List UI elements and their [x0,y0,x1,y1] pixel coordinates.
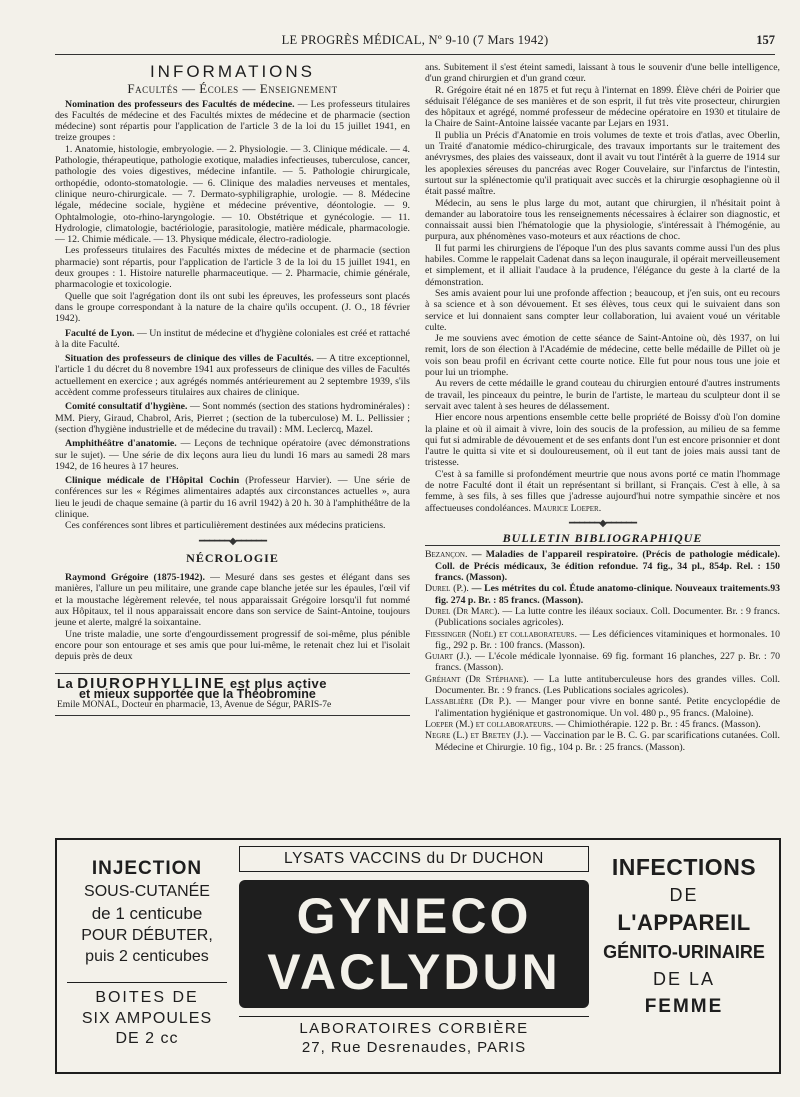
ad-tagline: et mieux supportée que la Théobromine [79,686,316,701]
paragraph-lead: Amphithéâtre d'anatomie. [65,438,177,450]
bib-entry: Bezançon. — Maladies de l'appareil respiratoire. (Précis de pathologie médicale). Coll. de Précis médicaux, 3e édition refondue. 74 fig., 34 pl., 854p. Rel. : 150 francs. (Masson). [425,549,780,584]
paragraph-cochin: Clinique médicale de l'Hôpital Cochin (Professeur Harvier). — Une série de conférences sur les « Régimes alimentaires adaptés aux circonstances actuelles », aura lieu le jeudi de chaque semaine (à partir du 16 avril 1942) à 20 h. 30 à l'amphithéâtre de la clinique. [55,475,410,520]
ad-brand-logo [239,880,589,1008]
paragraph-continued: ans. Subitement il s'est éteint samedi, laissant à tous le souvenir d'une belle intelligence, d'un grand chirurgien et d'un grand cœur. [425,62,780,85]
paragraph-lead: Comité consultatif d'hygiène. [65,401,188,413]
diurophylline-ad: La DIUROPHYLLINE est plus active et mieux supportée que la Théobromine Emile MONAL, Docteur en pharmacie, 13, Avenue de Ségur, PARIS-7e [55,673,410,717]
paragraph-conferences: Ces conférences sont libres et particulièrement destinées aux médecins praticiens. [65,520,386,532]
paragraph-lyon: Faculté de Lyon. — Un institut de médecine et d'hygiène coloniales est créé et rattaché à la dite Faculté. [55,327,410,350]
section-title: INFORMATIONS [149,62,316,81]
bib-entry: Durel (Dr Marc). — La lutte contre les iléaux sociaux. Coll. Documenter. Br. : 9 francs. (Publications sociales agricoles). [425,605,780,629]
bib-entry: Loeper (M.) et collaborateurs. — Chimiothérapie. 122 p. Br. : 45 francs. (Masson). [425,718,761,730]
ornament-divider: ━━━━━━◆━━━━━━ [199,535,266,547]
paragraph-medecin: Médecin, au sens le plus large du mot, autant que chirurgien, il n'hésitait point à demander au laboratoire tous les renseignements nécessaires à éclairer son diagnostic, et connaissait aussi bien l'hématologie que la physiologie, s'intéressait à l'hémogénie, au purpura, aux phénomènes vaso-moteurs et aux réactions de choc. [425,197,780,243]
paragraph-agregation: Quelle que soit l'agrégation dont ils ont subi les épreuves, les professeurs sont placés dans le groupe correspondant à la nature de la chaire qu'ils occupent. (J. O., 18 février 1942). [55,290,410,325]
paragraph-clinique: Situation des professeurs de clinique des villes de Facultés. — A titre exceptionnel, l'article 1 du décret du 8 novembre 1941 aux professeurs de clinique des villes de Facultés actuellement en exercice ; aux agrégés nommés antérieurement au 2 septembre 1939, s'ils accèdent comme professeurs titulaires aux chaires de clinique. [55,353,410,399]
header-rule [55,54,775,55]
right-column [425,62,780,753]
paragraph-gregoire: Raymond Grégoire (1875-1942). — Mesuré dans ses gestes et élégant dans ses manières, l'allure un peu militaire, une grande cape blanche jetée sur les épaules, l'œil vif et la moustache légèrement relevée, tel nous apparaissait Grégoire lorsqu'il fut nommé aux Hôpitaux, tel il nous apparaissait encore dans son service de Saint-Antoine, toujours jeune et alerte, malgré la soixantaine. [55,572,410,629]
running-header [55,33,775,51]
paragraph-boissy: Hier encore nous arpentions ensemble cette belle propriété de Boissy d'où l'on domine la plaine et où il aimait à vivre, loin des soucis de la profession, au milieu de sa femme qui fut si admirable de dévouement et de ses enfants dont l'un est encore prisonnier et dont l'autre le quitta si vite et si douloureusement, où il eut tant de joies mais aussi tant de tristesse. [425,412,780,469]
bib-entry: Fiessinger (Noël) et collaborateurs. — Les déficiences vitaminiques et hormonales. 10 fig., 292 p. Br. : 100 francs. (Masson). [425,628,780,651]
ad-left-panel: INJECTION SOUS-CUTANÉE de 1 centicube POUR DÉBUTER, puis 2 centicubes BOITES DE SIX AMPOULES DE 2 cc [67,848,227,1062]
ad-center-panel [239,846,589,1064]
paragraph-comite: Comité consultatif d'hygiène. — Sont nommés (section des stations hydrominérales) : MM. Piery, Giraud, Chabrol, Aris, Pierret ; (section de la tuberculose) M. L. Pellissier ; (section d'hygiène industrielle et de médecine du travail) : MM. Leclercq, Mazel. [55,401,410,435]
paragraph-lead: Clinique médicale de l'Hôpital Cochin [65,475,240,487]
paragraph-amphitheatre: Amphithéâtre d'anatomie. — Leçons de technique opératoire (avec démonstrations sur le sujet). — Une série de dix leçons aura lieu du lundi 16 mars au samedi 28 mars 1942, de 16 heures à 17 heures. [55,438,410,472]
diurophylline-brand: DIUROPHYLLINE [77,674,226,692]
paragraph-lead: Raymond Grégoire (1875-1942). [65,572,205,584]
page-number: 157 [756,33,775,47]
paragraph-famille: C'est à sa famille si profondément meurtrie que nous avons porté ce matin l'hommage de notre Faculté dont il était un représentant si brillant, si Français. C'est à elle, à sa femme, à ses fils, à ses filles que j'adresse aujourd'hui notre sympathie sincère et nos affectueuses condoléances. Maurice Loeper. [425,468,780,514]
paragraph-amis: Ses amis avaient pour lui une profonde affection ; beaucoup, et j'en suis, ont eu recours à sa science et à son dévouement. Et ses élèves, tous ceux qui le suivaient dans son service et lui donnaient sans compter leur collaboration, lui avaient voué un véritable culte. [425,287,780,333]
brand-gyneco: GYNECO [296,888,532,944]
paragraph-savant: Il fut parmi les chirurgiens de l'époque l'un des plus savants comme aussi l'un des plus habiles. Comme le rappelait Cadenat dans sa leçon inaugurale, il opérait merveilleusement et simplement, et il alliait l'audace à la prudence, l'élégance du geste à la clarté de la démonstration. [425,242,781,288]
paragraph-nomination: Nomination des professeurs des Facultés de médecine. — Les professeurs titulaires des Facultés de médecine et des Facultés mixtes de médecine et de pharmacie (section médecine) sont répartis pour l'application de l'article 3 de la loi du 15 juillet 1941, en treize groupes : [55,98,410,144]
bibliography-title: BULLETIN BIBLIOGRAPHIQUE [425,533,780,546]
paragraph-medaille: Je me souviens avec émotion de cette séance de Saint-Antoine où, dès 1937, on lui remit, lors de son élection à l'Académie de médecine, cette belle médaille de Pillet où je vois son beau profil en écrivant cette courte notice. Elle fut pour nous tous une joie et pour lui un triomphe. [425,333,780,379]
paragraph-pharmacy: Les professeurs titulaires des Facultés mixtes de médecine et de pharmacie (section pharmacie) sont répartis, pour l'application de l'article 3 de la loi du 15 juillet 1941, en deux groupes : 1. Histoire naturelle pharmaceutique. — 2. Pharmacie, chimie générale, pharmacologie et toxicologie. [55,245,410,291]
ad-product-line: LYSATS VACCINS du Dr DUCHON [239,846,589,872]
bibliography-list [425,549,780,752]
ad-right-panel: INFECTIONS DE L'APPAREIL GÉNITO-URINAIRE DE LA FEMME [603,854,765,1017]
ornament-divider: ━━━━━━◆━━━━━━ [569,517,636,529]
paragraph-revers: Au revers de cette médaille le grand couteau du chirurgien entouré d'autres instruments de travail, les pinceaux du peintre, le burin de l'artiste, le marteau du sculpteur dont il se servait avec talent à ses heures de délassement. [425,378,780,412]
paragraph-lead: Nomination des professeurs des Facultés de médecine. [65,98,295,110]
paragraph-lead: Faculté de Lyon. [65,327,135,339]
paragraph-lead: Situation des professeurs de clinique des villes de Facultés. [65,353,314,365]
ad-address: Emile MONAL, Docteur en pharmacie, 13, Avenue de Ségur, PARIS-7e [57,700,332,711]
paragraph-publications: Il publia un Précis d'Anatomie en trois volumes de texte et trois d'atlas, avec Oberlin, un Traité d'anatomie médico-chirurgicale, des travaux importants sur le traitement des anévrysmes, des plaies des vaisseaux, dont il avait vu tout l'intérêt à la guerre de 1914 sur les apoplexies séreuses du pancréas avec Roger Couvelaire, sur l'infarctus de l'intestin, surtout sur la splénectomie qu'il pratiquait avec succès et la chirurgie œsophagienne où il était passé maître. [425,129,780,198]
paragraph-gregoire-2: Une triste maladie, une sorte d'engourdissement progressif de soi-même, plus pénible encore pour son entourage et ses amis que pour lui-même, le retenait chez lui et l'isolait depuis près de deux [55,628,410,663]
subsection-title: Facultés — Écoles — Enseignement [127,81,338,97]
bib-entry: Gréhant (Dr Stéphane). — La lutte antituberculeuse hors des grandes villes. Coll. Documenter. Br. : 9 francs. (Les Publications sociales agricoles). [425,673,780,697]
bib-entry: Negre (L.) et Bretey (J.). — Vaccination par le B. C. G. par scarifications cutanées. Coll. Médecine et Chirurgie. 10 fig., 104 p. Br. : 25 francs. (Masson). [425,730,780,753]
ad-address: 27, Rue Desrenaudes, PARIS [301,1039,527,1056]
signature: Maurice Loeper. [533,502,602,514]
paragraph-groups-list: 1. Anatomie, histologie, embryologie. — 2. Physiologie. — 3. Clinique médicale. — 4. Pathologie, thérapeutique, pathologie exotique, maladies infectieuses, tuberculose, cancer, pathologie des voies digestives, médecine infantile. — 5. Pathologie chirurgicale, orthopédie, odonto-stomatologie. — 6. Clinique des maladies nerveuses et mentales, clinique neuro-chirurgicale. — 7. Dermato-syphiligraphie, urologie. — 8. Médecine légale, médecine sociale, hygiène et médecine préventive, déontologie. — 9. Ophtalmologie, oto-rhino-laryngologie. — 10. Obstétrique et gynécologie. — 11. Hydrologie, climatologie, bactériologie, parasitologie, matière médicale, pharmacologie. — 12. Chimie médicale. — 13. Physique médicale, électro-radiologie. [55,143,410,246]
bib-entry: Guiart (J.). — L'école médicale lyonnaise. 69 fig. formant 16 planches, 227 p. Br. : 70 francs. (Masson). [425,651,780,674]
bib-entry: Durel (P.). — Les métrites du col. Étude anatomo-clinique. Nouveaux traitements.93 fig. 274 p. Br. : 85 francs. (Masson). [425,583,780,606]
paragraph-career: R. Grégoire était né en 1875 et fut reçu à l'internat en 1899. Élève chéri de Poirier que séduisait l'élégance de ses manières et de son esprit, il fut très vite prosecteur, chirurgien des hôpitaux et agrégé, nommé professeur de médecine opératoire en 1930 et titulaire de la Chaire de Saint-Antoine laissée vacante par Lejars en 1931. [425,84,780,130]
gyneco-vaclydun-ad [55,838,781,1074]
journal-title: LE PROGRÈS MÉDICAL, Nº 9-10 (7 Mars 1942) [281,33,549,47]
brand-vaclydun: VACLYDUN [267,944,561,1000]
ad-laboratory: LABORATOIRES CORBIÈRE [239,1016,589,1037]
bib-entry: Lassablière (Dr P.). — Manger pour vivre en bonne santé. Petite encyclopédie de l'alimentation hygiénique et gastronomique. Un vol. 480 p., 95 francs. (Maloine). [425,696,780,719]
left-column [55,62,410,716]
necrology-title: NÉCROLOGIE [186,550,279,565]
